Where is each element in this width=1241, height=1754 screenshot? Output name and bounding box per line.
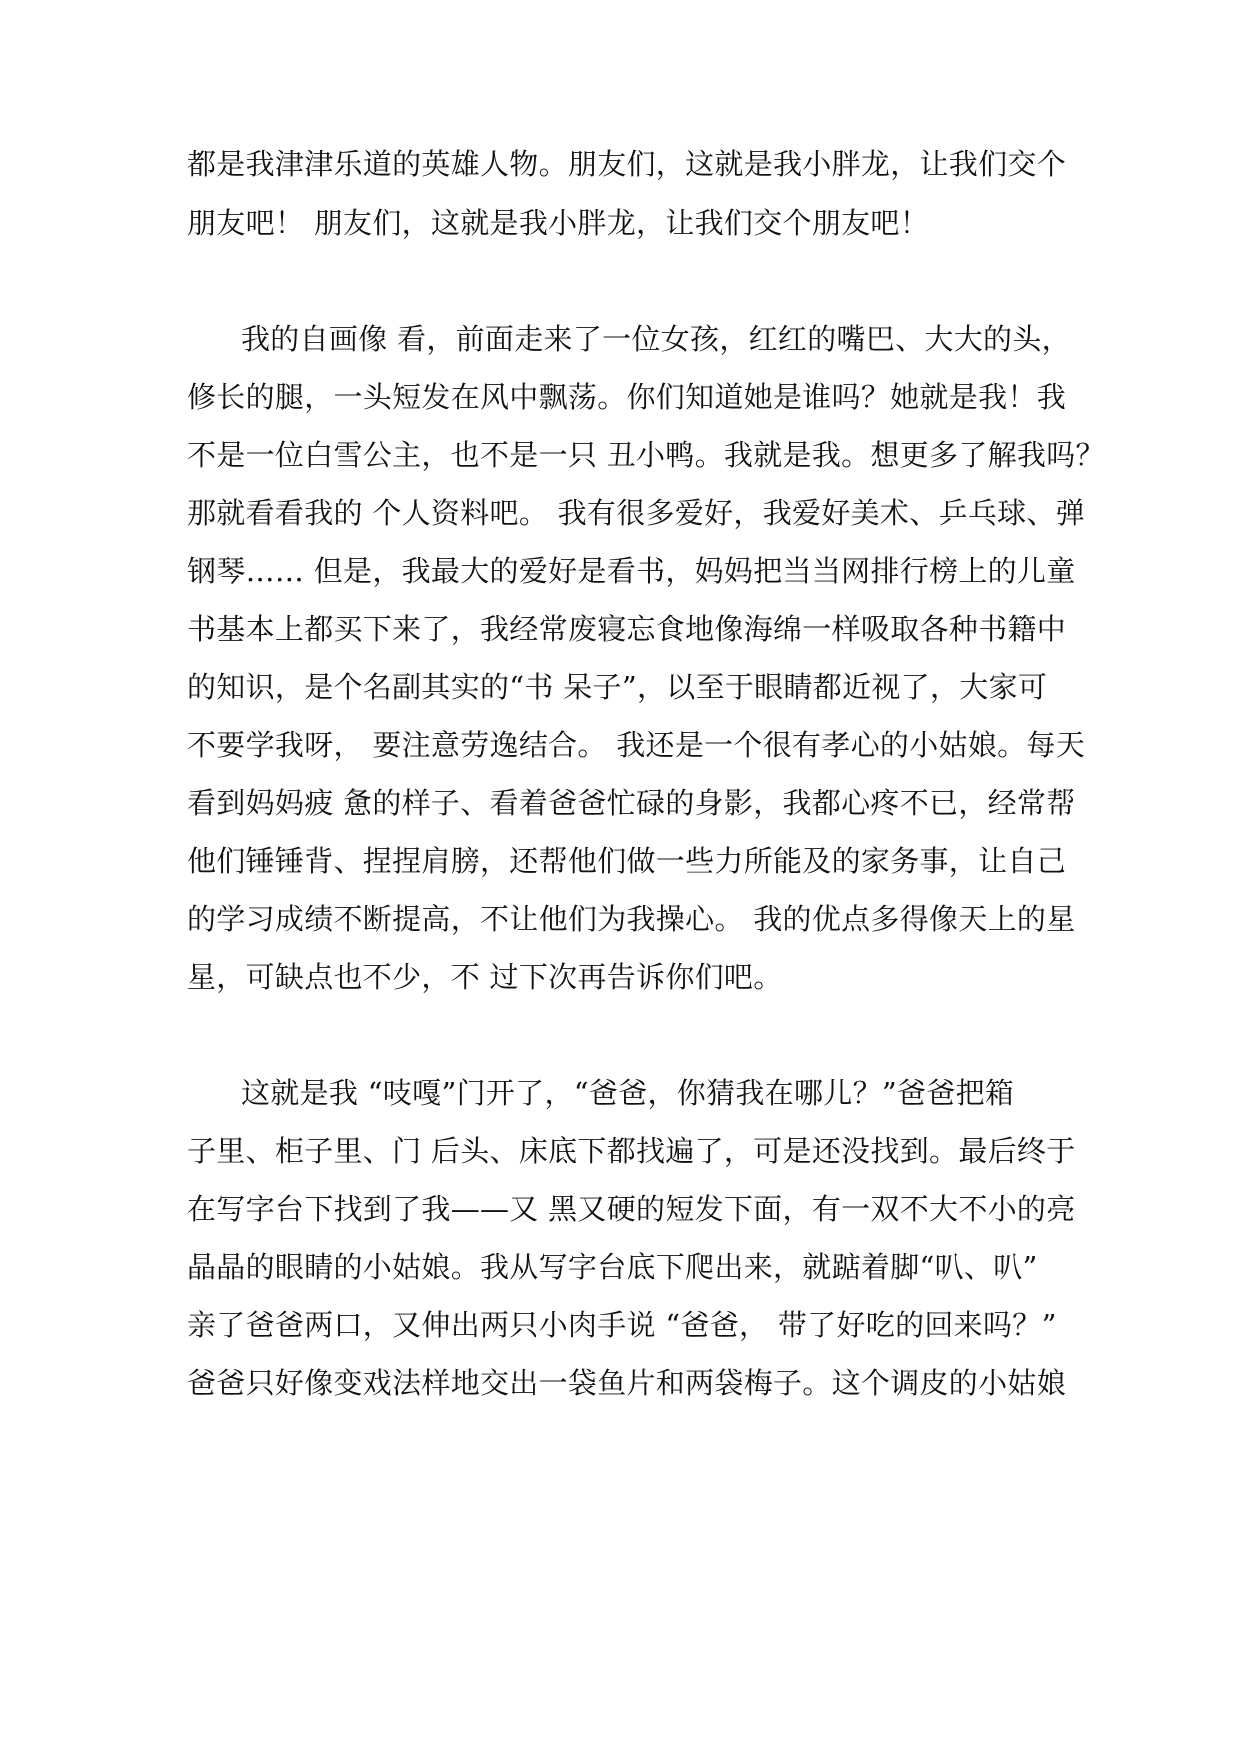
paragraph-2-line-11: 的学习成绩不断提高，不让他们为我操心。 我的优点多得像天上的星 <box>187 902 1076 936</box>
paragraph-3-line-2: 子里、柜子里、门 后头、床底下都找遍了，可是还没找到。最后终于 <box>187 1134 1076 1168</box>
paragraph-3-line-4: 晶晶的眼睛的小姑娘。我从写字台底下爬出来，就踮着脚“叭、叭” <box>187 1250 1038 1284</box>
paragraph-2-line-9: 看到妈妈疲 惫的样子、看着爸爸忙碌的身影，我都心疼不已，经常帮 <box>187 786 1076 820</box>
paragraph-2-line-10: 他们锤锤背、捏捏肩膀，还帮他们做一些力所能及的家务事，让自己 <box>187 844 1067 878</box>
paragraph-2-line-5: 钢琴…… 但是，我最大的爱好是看书，妈妈把当当网排行榜上的儿童 <box>187 554 1076 588</box>
paragraph-2-line-2: 修长的腿，一头短发在风中飘荡。你们知道她是谁吗？她就是我！我 <box>187 380 1067 414</box>
paragraph-3-line-5: 亲了爸爸两口，又伸出两只小肉手说 “爸爸， 带了好吃的回来吗？” <box>187 1308 1057 1342</box>
paragraph-2-line-1: 我的自画像 看，前面走来了一位女孩，红红的嘴巴、大大的头， <box>241 322 1071 356</box>
paragraph-3-line-3: 在写字台下找到了我——又 黑又硬的短发下面，有一双不大不小的亮 <box>187 1192 1076 1226</box>
paragraph-1-line-1: 都是我津津乐道的英雄人物。朋友们，这就是我小胖龙，让我们交个 <box>187 147 1067 181</box>
paragraph-2-line-7: 的知识，是个名副其实的“书 呆子”，以至于眼睛都近视了，大家可 <box>187 670 1048 704</box>
paragraph-2-line-12: 星，可缺点也不少，不 过下次再告诉你们吧。 <box>187 960 783 994</box>
paragraph-3-line-6: 爸爸只好像变戏法样地交出一袋鱼片和两袋梅子。这个调皮的小姑娘 <box>187 1366 1067 1400</box>
paragraph-2-line-6: 书基本上都买下来了，我经常废寝忘食地像海绵一样吸取各种书籍中 <box>187 612 1067 646</box>
paragraph-1-line-2: 朋友吧！ 朋友们，这就是我小胖龙，让我们交个朋友吧！ <box>187 206 930 240</box>
paragraph-2-line-4: 那就看看我的 个人资料吧。 我有很多爱好，我爱好美术、乒乓球、弹 <box>187 496 1086 530</box>
paragraph-2-line-3: 不是一位白雪公主，也不是一只 丑小鸭。我就是我。想更多了解我吗？ <box>187 438 1105 472</box>
paragraph-3-line-1: 这就是我 “吱嘎”门开了，“爸爸，你猜我在哪儿？”爸爸把箱 <box>241 1076 1015 1110</box>
paragraph-2-line-8: 不要学我呀， 要注意劳逸结合。 我还是一个很有孝心的小姑娘。每天 <box>187 728 1086 762</box>
